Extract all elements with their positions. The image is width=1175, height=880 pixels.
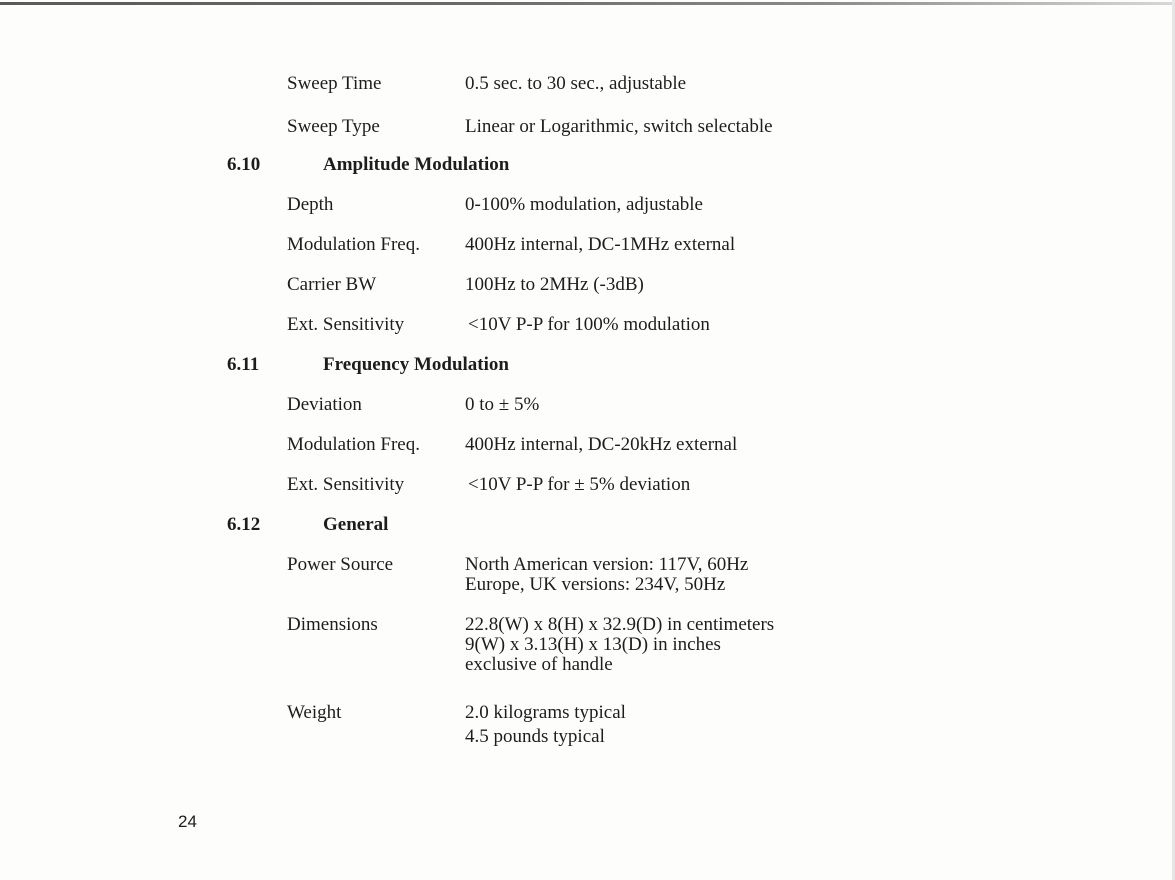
am-carrier-bw-label: Carrier BW xyxy=(287,274,377,295)
fm-mod-freq-label: Modulation Freq. xyxy=(287,434,420,455)
am-mod-freq-label: Modulation Freq. xyxy=(287,234,420,255)
power-source-label: Power Source xyxy=(287,554,394,575)
weight-line-1: 2.0 kilograms typical xyxy=(465,702,626,723)
dimensions-line-2: 9(W) x 3.13(H) x 13(D) in inches xyxy=(465,634,721,655)
sweep-type-value: Linear or Logarithmic, switch selectable xyxy=(465,116,773,137)
am-carrier-bw-value: 100Hz to 2MHz (-3dB) xyxy=(465,274,644,295)
section-title-am: Amplitude Modulation xyxy=(323,154,510,175)
fm-ext-sensitivity-label: Ext. Sensitivity xyxy=(287,474,405,495)
dimensions-label: Dimensions xyxy=(287,614,378,635)
fm-mod-freq-value: 400Hz internal, DC-20kHz external xyxy=(465,434,738,455)
section-number-am: 6.10 xyxy=(227,154,261,175)
am-mod-freq-value: 400Hz internal, DC-1MHz external xyxy=(465,234,736,255)
am-depth-label: Depth xyxy=(287,194,334,215)
am-ext-sensitivity-label: Ext. Sensitivity xyxy=(287,314,405,335)
weight-line-2: 4.5 pounds typical xyxy=(465,726,605,747)
section-number-general: 6.12 xyxy=(227,514,261,535)
dimensions-line-1: 22.8(W) x 8(H) x 32.9(D) in centimeters xyxy=(465,614,775,635)
page-number: 24 xyxy=(178,812,197,831)
power-source-line-2: Europe, UK versions: 234V, 50Hz xyxy=(465,574,726,595)
sweep-time-label: Sweep Time xyxy=(287,73,382,94)
fm-deviation-label: Deviation xyxy=(287,394,362,415)
dimensions-line-3: exclusive of handle xyxy=(465,654,613,675)
sweep-time-value: 0.5 sec. to 30 sec., adjustable xyxy=(465,73,687,94)
fm-deviation-value: 0 to ± 5% xyxy=(465,394,540,415)
section-title-fm: Frequency Modulation xyxy=(323,354,509,375)
section-title-general: General xyxy=(323,514,389,535)
fm-ext-sensitivity-value: <10V P-P for ± 5% deviation xyxy=(468,474,691,495)
top-rule xyxy=(0,2,1175,5)
am-depth-value: 0-100% modulation, adjustable xyxy=(465,194,703,215)
section-number-fm: 6.11 xyxy=(227,354,260,375)
am-ext-sensitivity-value: <10V P-P for 100% modulation xyxy=(468,314,710,335)
weight-label: Weight xyxy=(287,702,342,723)
sweep-type-label: Sweep Type xyxy=(287,116,380,137)
power-source-line-1: North American version: 117V, 60Hz xyxy=(465,554,749,575)
